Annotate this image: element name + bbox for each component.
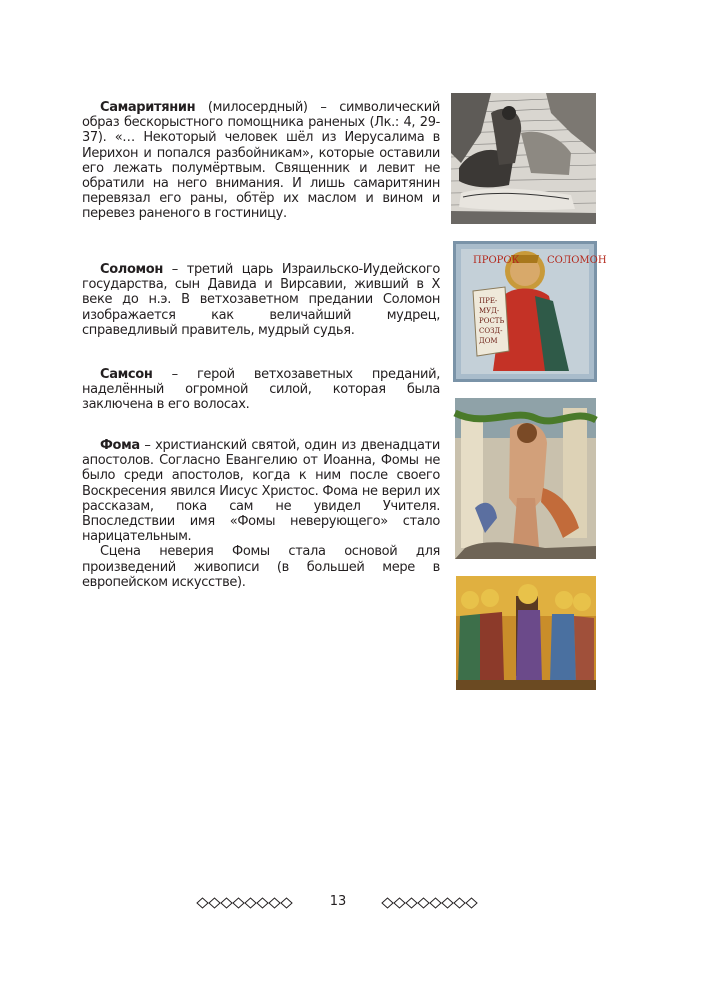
samson-painting-image: [455, 398, 596, 559]
samaritan-engraving-image: [451, 93, 596, 224]
icon-inscription-right: СОЛОМОН: [547, 255, 607, 266]
scroll-line: ПРЕ-: [479, 297, 498, 305]
entry-paragraph: [82, 438, 440, 544]
entry-term: Соломон: [100, 262, 164, 277]
page-number: 13: [329, 894, 347, 909]
entry-samaritan: [82, 100, 440, 222]
thomas-icon-image: [456, 576, 596, 690]
entry-text: – герой ветхозаветных преданий, наделённый огромной силой, которая была заключена в его волосах.: [82, 367, 440, 413]
entry-term: Самаритянин: [100, 100, 196, 115]
entry-thomas: [82, 438, 440, 590]
scroll-line: РОСТЬ: [479, 317, 505, 325]
scroll-line: ДОМ: [479, 337, 498, 345]
ornament-left-icon: [196, 897, 296, 909]
scroll-line: СОЗД-: [479, 327, 503, 335]
entry-text: – христианский святой, один из двенадцати апостолов. Согласно Евангелию от Иоанна, Фомы не было среди апостолов, когда к ним после своего Воскресения явился Иисус Христос. Фома не верил их рассказам, пока сам не увидел Учителя. Впоследствии имя «Фомы неверующего» стало нарицательным.: [82, 438, 440, 545]
page-footer: [0, 893, 705, 913]
icon-inscription-left: ПРОРОК: [473, 255, 520, 266]
entry-extra-paragraph: Сцена неверия Фомы стала основой для произведений живописи (в большей мере в европейском искусстве).: [82, 544, 440, 590]
entry-term: Фома: [100, 438, 140, 453]
scroll-line: МУД-: [479, 307, 500, 315]
entry-paragraph: [82, 262, 440, 338]
entry-text: – третий царь Израильско-Иудейского государства, сын Давида и Вирсавии, живший в X веке до н.э. В ветхозаветном предании Соломон изображается как величайший мудрец, справедливый правитель, мудрый судья.: [82, 262, 440, 338]
entry-term: Самсон: [100, 367, 153, 382]
entry-text: (милосердный) – символический образ бескорыстного помощника раненых (Лк.: 4, 29-37). «… Некоторый человек шёл из Иерусалима в Иерихон и попался разбойникам», которые оставили его лежать полумёртвым. Священник и левит не обратили на него внимания. И лишь самаритянин перевязал его раны, обтёр их маслом и вином и перевез раненого в гостиницу.: [82, 100, 440, 222]
entry-paragraph: [82, 100, 440, 222]
entry-solomon: [82, 262, 440, 338]
entry-paragraph: [82, 367, 440, 413]
solomon-icon-image: [453, 241, 607, 382]
ornament-right-icon: [381, 897, 481, 909]
entry-samson: [82, 367, 440, 413]
